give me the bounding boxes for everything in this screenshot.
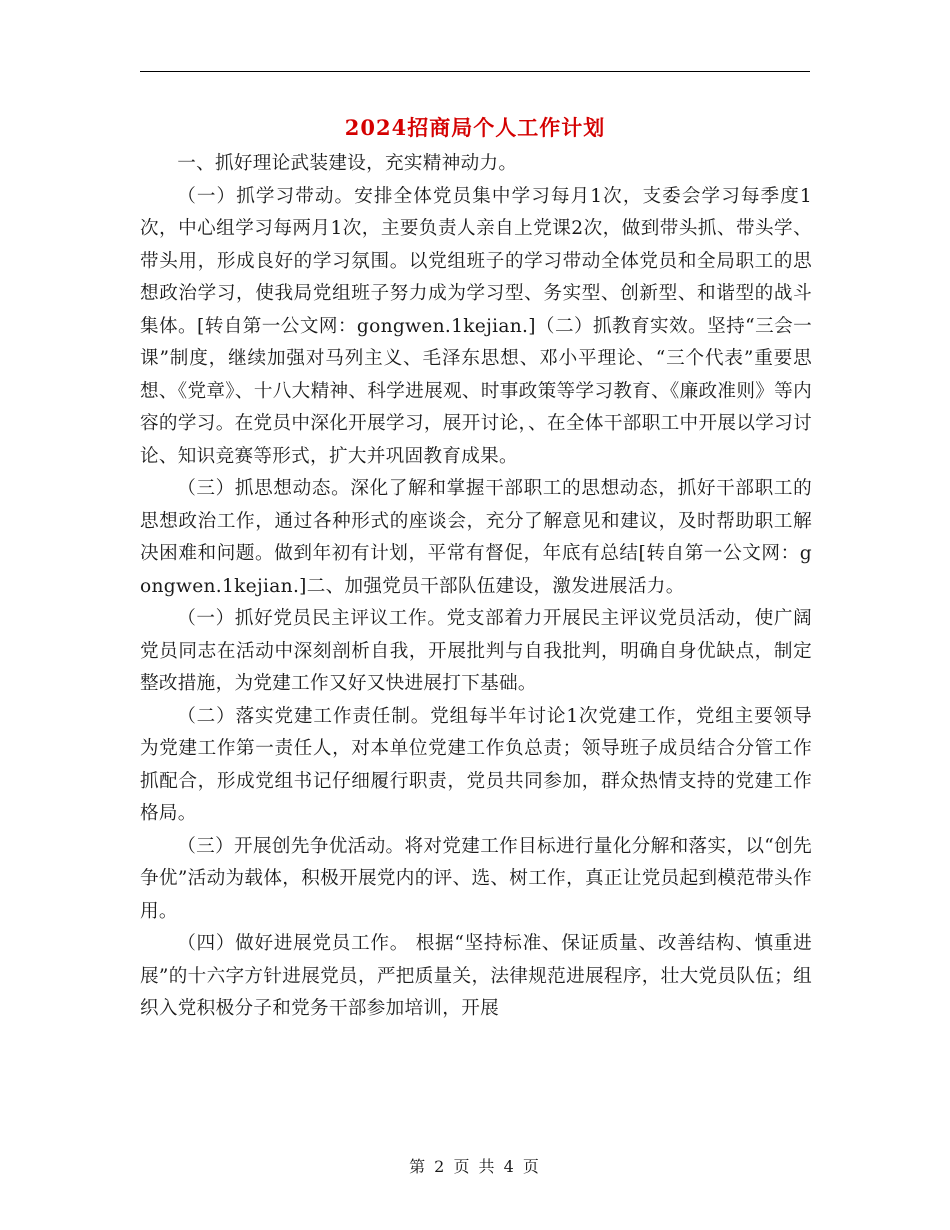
paragraph-responsibility-system: （二）落实党建工作责任制。党组每半年讨论1次党建工作，党组主要领导为党建工作第一责任人，对本单位党建工作负总责；领导班子成员结合分管工作抓配合，形成党组书记仔细履行职责，党员共同参加，群众热情支持的党建工作格局。: [140, 705, 812, 824]
paragraph-ideological-dynamics: （三）抓思想动态。深化了解和掌握干部职工的思想动态，抓好干部职工的思想政治工作，通过各种形式的座谈会，充分了解意见和建议，及时帮助职工解决困难和问题。做到年初有计划，平常有督促，年底有总结[转自第一公文网：gongwen.1kejian.]二、加强党员干部队伍建设，激发进展活力。: [140, 478, 812, 597]
paragraph-excellence-campaign: （三）开展创先争优活动。将对党建工作目标进行量化分解和落实，以“创先争优”活动为载体，积极开展党内的评、选、树工作，真正让党员起到模范带头作用。: [140, 835, 812, 922]
paragraph-section-1-heading: 一、抓好理论武装建设，充实精神动力。: [177, 153, 518, 174]
document-body: [140, 148, 812, 1026]
paragraph-study-and-education: （一）抓学习带动。安排全体党员集中学习每月1次，支委会学习每季度1次，中心组学习每两月1次，主要负责人亲自上党课2次，做到带头抓、带头学、带头用，形成良好的学习氛围。以党组班子的学习带动全体党员和全局职工的思想政治学习，使我局党组班子努力成为学习型、务实型、创新型、和谐型的战斗集体。[转自第一公文网：gongwen.1kejian.]（二）抓教育实效。坚持“三会一课”制度，继续加强对马列主义、毛泽东思想、邓小平理论、“三个代表”重要思想、《党章》、十八大精神、科学进展观、时事政策等学习教育、《廉政准则》等内容的学习。在党员中深化开展学习，展开讨论，、在全体干部职工中开展以学习讨论、知识竞赛等形式，扩大并巩固教育成果。: [140, 185, 812, 467]
document-title: 2024招商局个人工作计划: [344, 115, 606, 140]
paragraph-member-recruitment: （四）做好进展党员工作。 根据“坚持标准、保证质量、改善结构、慎重进展”的十六字方针进展党员，严把质量关，法律规范进展程序，壮大党员队伍；组织入党积极分子和党务干部参加培训，开展: [140, 933, 812, 1019]
paragraph-democratic-evaluation: （一）抓好党员民主评议工作。党支部着力开展民主评议党员活动，使广阔党员同志在活动中深刻剖析自我，开展批判与自我批判，明确自身优缺点，制定整改措施，为党建工作又好又快进展打下基础。: [140, 608, 812, 694]
page-footer: 第 2 页 共 4 页: [409, 1157, 541, 1176]
header-rule: [140, 71, 810, 72]
